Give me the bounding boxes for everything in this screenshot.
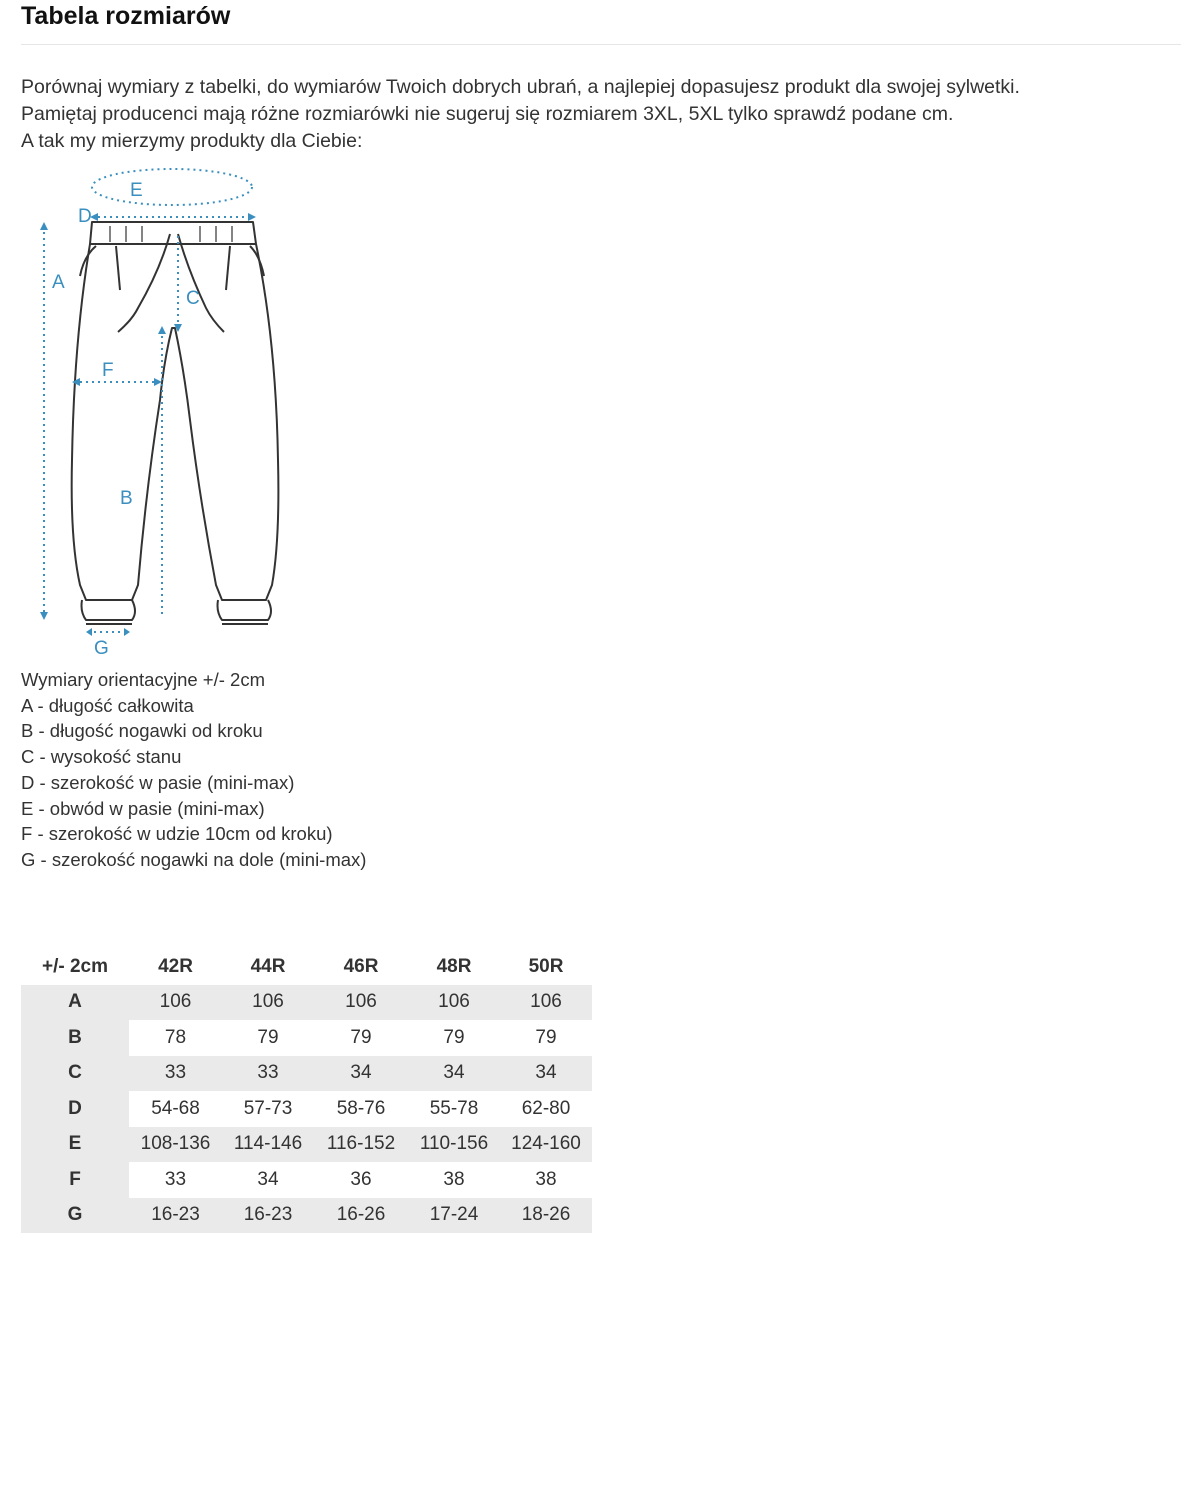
table-row <box>21 1127 592 1163</box>
intro-line: Pamiętaj producenci mają różne rozmiarówki nie sugeruj się rozmiarem 3XL, 5XL tylko sprawdź podane cm. <box>21 103 954 125</box>
table-cell: 34 <box>443 1062 465 1084</box>
row-label: A <box>68 991 82 1013</box>
table-row <box>21 1056 592 1092</box>
table-cell: 79 <box>257 1026 279 1048</box>
row-label: D <box>21 1091 129 1127</box>
table-cell: 79 <box>443 1026 465 1048</box>
size-header: 48R <box>436 955 472 977</box>
table-cell: 116-152 <box>326 1133 396 1155</box>
legend-item-d: D - szerokość w pasie (mini-max) <box>21 771 295 793</box>
size-header: 42R <box>158 955 193 977</box>
table-cell: 106 <box>252 991 284 1013</box>
table-row <box>21 1162 592 1198</box>
legend-item-c: C - wysokość stanu <box>21 746 182 768</box>
table-cell: 79 <box>535 1026 557 1048</box>
legend-item-a: A - długość całkowita <box>21 694 194 716</box>
size-table <box>21 949 592 1233</box>
measurement-legend <box>21 667 366 873</box>
dimension-label-b: B <box>120 488 133 509</box>
table-row <box>21 1020 592 1056</box>
table-cell: 36 <box>350 1168 372 1190</box>
dimension-label-f: F <box>102 360 114 381</box>
table-cell: 106 <box>159 991 192 1013</box>
legend-item-e: E - obwód w pasie (mini-max) <box>21 797 265 819</box>
row-label: F <box>21 1162 129 1198</box>
dimension-label-d: D <box>78 206 92 227</box>
legend-item-g: G - szerokość nogawki na dole (mini-max) <box>21 848 367 870</box>
table-cell: 17-24 <box>429 1204 479 1226</box>
title-divider <box>21 44 1181 45</box>
intro-line: A tak my mierzymy produkty dla Ciebie: <box>21 130 363 152</box>
pants-illustration <box>72 222 279 624</box>
table-cell: 114-146 <box>233 1133 303 1155</box>
table-cell: 106 <box>438 991 470 1013</box>
legend-item-b: B - długość nogawki od kroku <box>21 720 263 742</box>
table-cell: 106 <box>530 991 562 1013</box>
table-cell: 57-73 <box>243 1097 293 1119</box>
table-cell: 55-78 <box>429 1097 479 1119</box>
row-label: G <box>67 1204 83 1226</box>
table-row <box>21 1198 592 1234</box>
table-cell: 38 <box>443 1168 465 1190</box>
size-header: 44R <box>250 955 286 977</box>
table-cell: 110-156 <box>419 1133 489 1155</box>
table-cell: 54-68 <box>151 1097 200 1119</box>
table-header-row <box>21 949 592 985</box>
table-cell: 78 <box>164 1026 187 1048</box>
size-header: 46R <box>343 955 379 977</box>
table-cell: 33 <box>164 1062 187 1084</box>
dimension-label-g: G <box>94 638 109 659</box>
size-header: 50R <box>528 955 564 977</box>
table-cell: 79 <box>350 1026 372 1048</box>
table-cell: 58-76 <box>336 1097 386 1119</box>
table-cell: 16-26 <box>336 1204 386 1226</box>
table-cell: 18-26 <box>521 1204 571 1226</box>
legend-item-f: F - szerokość w udzie 10cm od kroku) <box>21 823 333 845</box>
dimension-label-a: A <box>52 272 65 293</box>
intro-line: Porównaj wymiary z tabelki, do wymiarów Twoich dobrych ubrań, a najlepiej dopasujesz produkt dla swojej sylwetki. <box>21 76 1020 98</box>
table-cell: 33 <box>257 1062 279 1084</box>
row-label: B <box>21 1020 129 1056</box>
table-row <box>21 1091 592 1127</box>
table-cell: 108-136 <box>140 1133 211 1155</box>
table-row <box>21 985 592 1021</box>
table-cell: 16-23 <box>151 1204 200 1226</box>
dimension-label-c: C <box>186 288 200 309</box>
table-cell: 33 <box>164 1168 187 1190</box>
table-cell: 16-23 <box>243 1204 293 1226</box>
table-cell: 34 <box>257 1168 279 1190</box>
legend-note: Wymiary orientacyjne +/- 2cm <box>21 669 265 690</box>
table-cell: 34 <box>350 1062 372 1084</box>
row-label: C <box>68 1062 82 1084</box>
table-cell: 106 <box>345 991 377 1013</box>
table-cell: 62-80 <box>521 1097 571 1119</box>
table-cell: 38 <box>535 1168 557 1190</box>
table-cell: 124-160 <box>511 1133 581 1155</box>
page-title: Tabela rozmiarów <box>21 2 231 30</box>
row-label: E <box>68 1133 82 1155</box>
dimension-label-e: E <box>130 180 143 201</box>
intro-text <box>21 74 1196 155</box>
pants-measurement-diagram <box>20 160 300 660</box>
table-corner-cell: +/- 2cm <box>41 955 108 977</box>
table-cell: 34 <box>535 1062 557 1084</box>
